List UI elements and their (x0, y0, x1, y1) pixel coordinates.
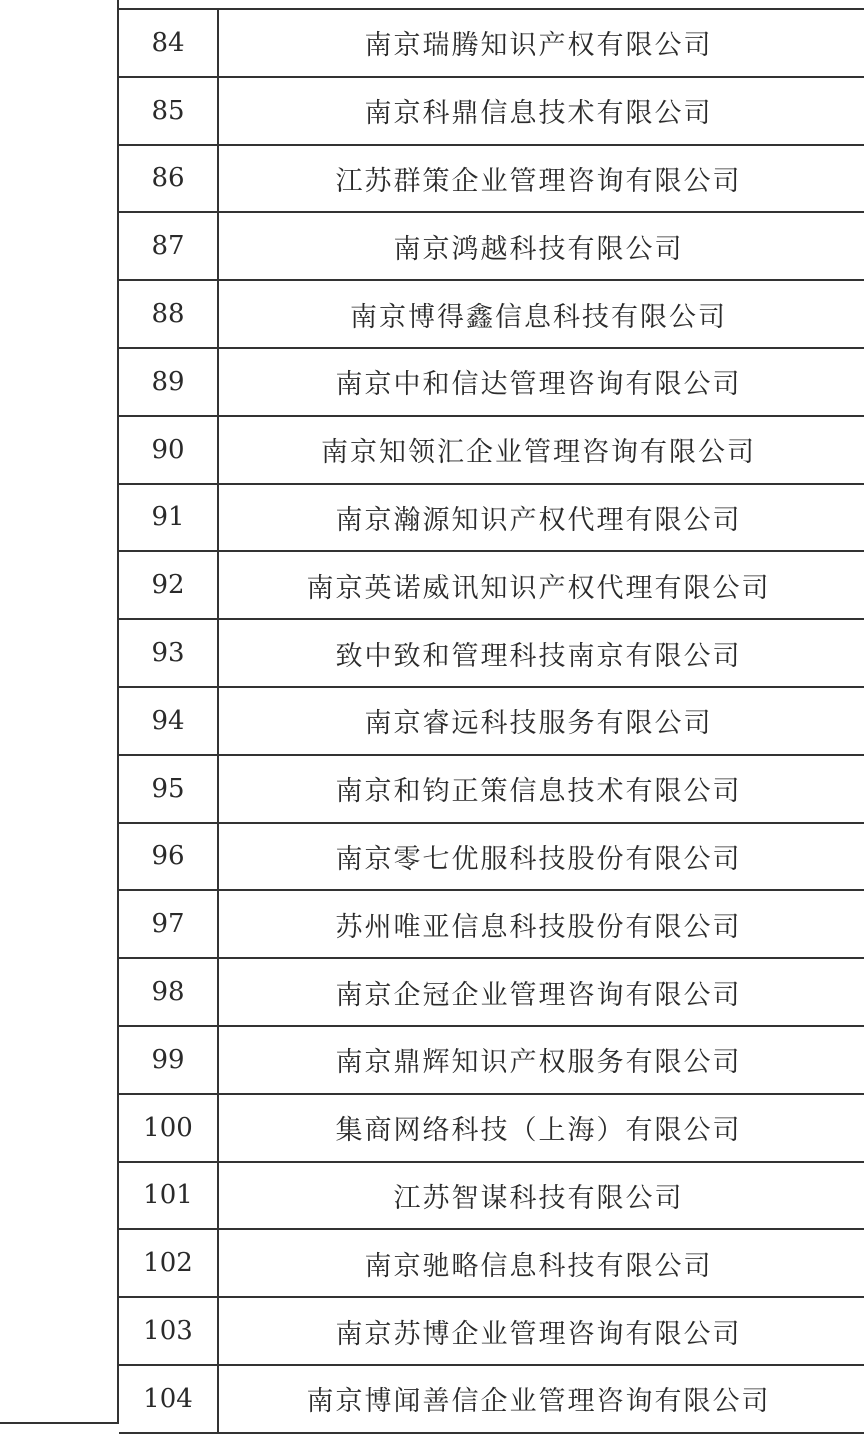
table-row (119, 891, 864, 959)
row-number-cell: 86 (119, 146, 219, 212)
row-number-cell: 97 (119, 891, 219, 957)
row-number-cell: 85 (119, 78, 219, 144)
table-row (119, 485, 864, 553)
table-row (119, 349, 864, 417)
row-number-cell: 91 (119, 485, 219, 551)
company-name-cell: 南京鼎辉知识产权服务有限公司 (335, 1047, 742, 1079)
company-name-cell: 南京中和信达管理咨询有限公司 (335, 369, 742, 401)
row-number-cell: 104 (119, 1366, 219, 1432)
company-name-cell: 致中致和管理科技南京有限公司 (335, 640, 742, 672)
table-row (119, 756, 864, 824)
company-name-cell: 江苏智谋科技有限公司 (393, 1182, 684, 1214)
table-row (119, 1366, 864, 1434)
table-row (119, 417, 864, 485)
company-name-cell: 南京瀚源知识产权代理有限公司 (335, 504, 742, 536)
table-row (119, 620, 864, 688)
company-name-cell: 江苏群策企业管理咨询有限公司 (335, 165, 742, 197)
table-row (119, 78, 864, 146)
table-row (119, 281, 864, 349)
row-number-cell: 93 (119, 620, 219, 686)
table-row (119, 552, 864, 620)
company-name-cell: 南京瑞腾知识产权有限公司 (364, 30, 713, 62)
company-name-cell: 南京科鼎信息技术有限公司 (364, 98, 713, 130)
row-number-cell: 88 (119, 281, 219, 347)
row-number-cell: 96 (119, 824, 219, 890)
table-body (119, 8, 864, 1434)
company-name-cell: 南京企冠企业管理咨询有限公司 (335, 979, 742, 1011)
company-name-cell: 集商网络科技（上海）有限公司 (335, 1115, 742, 1147)
company-name-cell: 南京零七优服科技股份有限公司 (335, 843, 742, 875)
row-number-cell: 99 (119, 1027, 219, 1093)
row-number-cell: 92 (119, 552, 219, 618)
row-number-cell: 100 (119, 1095, 219, 1161)
company-name-cell: 南京和钧正策信息技术有限公司 (335, 776, 742, 808)
row-number-cell: 89 (119, 349, 219, 415)
company-name-cell: 南京苏博企业管理咨询有限公司 (335, 1318, 742, 1350)
company-name-cell: 南京博闻善信企业管理咨询有限公司 (306, 1386, 771, 1418)
row-number-cell: 102 (119, 1230, 219, 1296)
table-row (119, 1095, 864, 1163)
table-row (119, 688, 864, 756)
company-name-cell: 南京博得鑫信息科技有限公司 (350, 301, 727, 333)
table-row (119, 1298, 864, 1366)
table-row (119, 213, 864, 281)
company-name-cell: 南京知领汇企业管理咨询有限公司 (321, 437, 756, 469)
row-number-cell: 84 (119, 10, 219, 76)
merged-category-cell (0, 0, 119, 1424)
table-row (119, 959, 864, 1027)
company-name-cell: 南京驰略信息科技有限公司 (364, 1250, 713, 1282)
row-number-cell: 90 (119, 417, 219, 483)
row-number-cell: 103 (119, 1298, 219, 1364)
row-number-cell: 94 (119, 688, 219, 754)
row-number-cell: 87 (119, 213, 219, 279)
table-row (119, 824, 864, 892)
company-name-cell: 南京睿远科技服务有限公司 (364, 708, 713, 740)
row-number-cell: 101 (119, 1163, 219, 1229)
table-row (119, 146, 864, 214)
company-name-cell: 苏州唯亚信息科技股份有限公司 (335, 911, 742, 943)
table-row (119, 10, 864, 78)
row-number-cell: 98 (119, 959, 219, 1025)
company-name-cell: 南京鸿越科技有限公司 (393, 233, 684, 265)
table-row (119, 1027, 864, 1095)
row-number-cell: 95 (119, 756, 219, 822)
table-row (119, 1230, 864, 1298)
table-row (119, 1163, 864, 1231)
company-name-cell: 南京英诺威讯知识产权代理有限公司 (306, 572, 771, 604)
